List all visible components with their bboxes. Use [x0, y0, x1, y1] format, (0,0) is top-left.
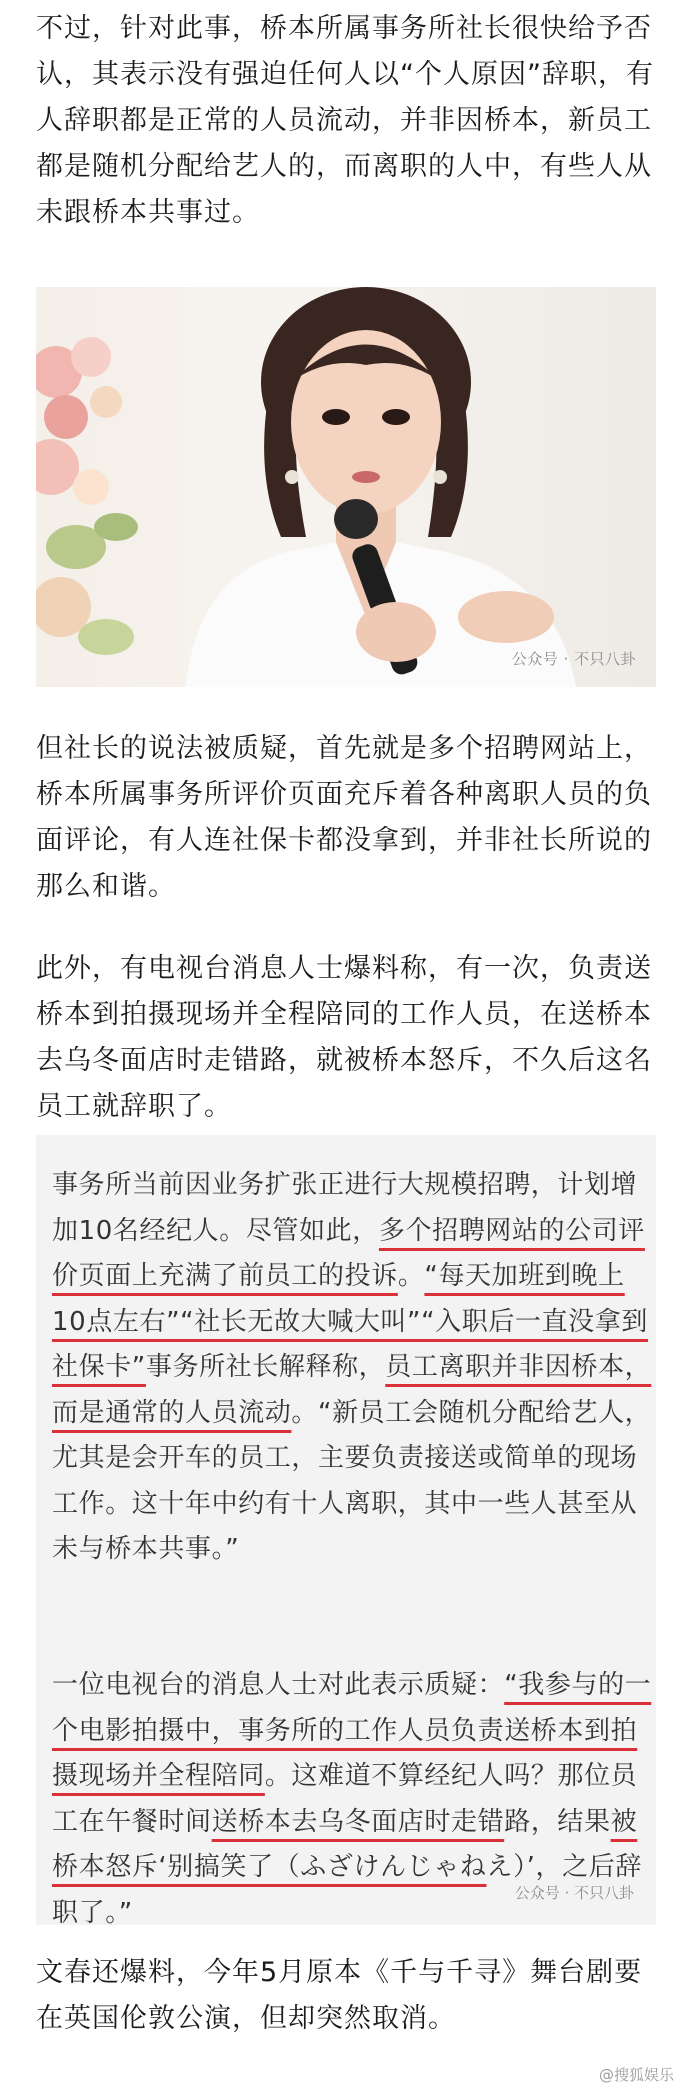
- underlined-text: “我参与的一个电影拍摄中，事务所的工作人员负责送桥本到拍摄现场并全程陪同: [52, 1670, 652, 1791]
- quote-text: 事务所社长解释称，: [145, 1352, 386, 1382]
- quote-text: 。: [397, 1261, 425, 1291]
- underlined-text: 员工离职并非因桥本，而是通常的人员流动: [52, 1352, 652, 1428]
- article-paragraph: 但社长的说法被质疑，首先就是多个招聘网站上，桥本所属事务所评价页面充斥着各种离职人员的负面评论，有人连社保卡都没拿到，并非社长所说的那么和谐。: [36, 733, 652, 902]
- quote-text: 事务所当前因业务扩张正进行大规模招聘，计划增加10名经纪人。尽管如此，: [52, 1170, 638, 1246]
- article-paragraph: 不过，针对此事，桥本所属事务所社长很快给予否认，其表示没有强迫任何人以“个人原因”辞职，有人辞职都是正常的人员流动，并非因桥本，新员工都是随机分配给艺人的，而离职的人中，有些人从未跟桥本共事过。: [36, 13, 654, 228]
- quote-text: え）’，之后辞职了。”: [52, 1852, 642, 1928]
- flowers-decoration: [36, 337, 138, 655]
- article-photo: [36, 287, 656, 687]
- quote-text: 。“新员工会随机分配给艺人，尤其是会开车的员工，主要负责接送或简单的现场工作。这十年中约有十人离职，其中一些人甚至从未与桥本共事。”: [52, 1397, 652, 1564]
- underlined-text: 多个招聘网站的公司评价页面上充满了前员工的投诉: [52, 1215, 645, 1291]
- quote-paragraph: [52, 1163, 652, 1573]
- article-paragraph: 此外，有电视台消息人士爆料称，有一次，负责送桥本到拍摄现场并全程陪同的工作人员，在送桥本去乌冬面店时走错路，就被桥本怒斥，不久后这名员工就辞职了。: [36, 953, 652, 1122]
- quote-text: 路，结果: [504, 1806, 611, 1837]
- page-watermark: @搜狐娱乐: [598, 2066, 674, 2084]
- portrait-illustration: [36, 287, 656, 687]
- quote-text: 一位电视台的消息人士对此表示质疑：: [52, 1670, 505, 1700]
- quote-text: 。这难道不算经纪人吗？那位员工在午餐时间: [52, 1761, 638, 1837]
- quote-watermark: 公众号 · 不只八卦: [514, 1884, 634, 1902]
- article-paragraph: 文春还爆料，今年5月原本《千与千寻》舞台剧要在英国伦敦公演，但却突然取消。: [36, 1957, 643, 2034]
- underlined-text: 被桥本怒斥‘别搞笑了（ふざけんじゃね: [52, 1806, 638, 1882]
- underlined-text: 送桥本去乌冬面店时走错: [211, 1806, 505, 1837]
- quote-block: [36, 1135, 656, 1928]
- underlined-text: “每天加班到晚上10点左右”“社长无故大喊大叫”“入职后一直没拿到社保卡”: [52, 1261, 648, 1382]
- photo-watermark: 公众号 · 不只八卦: [511, 650, 636, 668]
